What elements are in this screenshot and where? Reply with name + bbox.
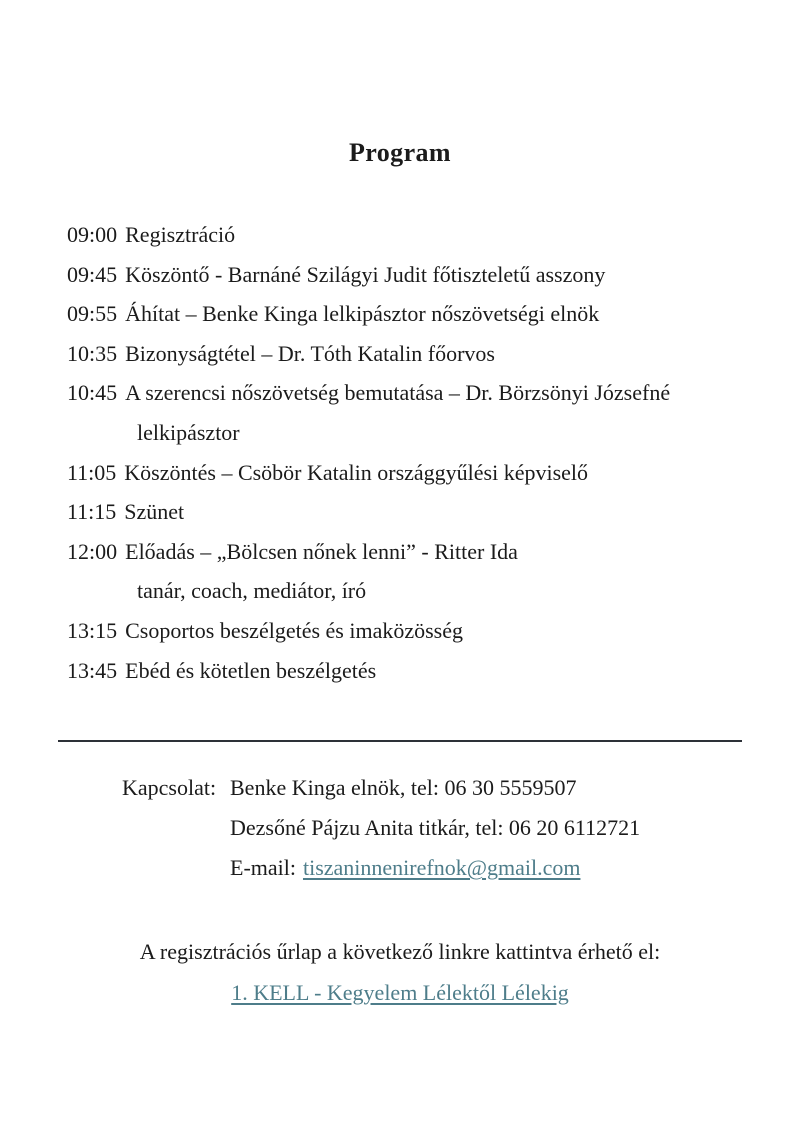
schedule-time: 13:15 — [67, 617, 118, 643]
schedule-text: Előadás – „Bölcsen nőnek lenni” - Ritter Ida — [125, 538, 518, 564]
schedule-item — [67, 294, 745, 334]
schedule-time: 11:15 — [67, 499, 117, 525]
schedule-item-continuation: tanár, coach, mediátor, író — [137, 578, 367, 604]
schedule-text: Ebéd és kötetlen beszélgetés — [125, 657, 377, 683]
schedule-text: Köszöntés – Csöbör Katalin országgyűlési képviselő — [124, 459, 589, 485]
email-link[interactable]: tiszaninnenirefnok@gmail.com — [302, 855, 581, 880]
contact-row — [122, 808, 640, 848]
schedule-item — [67, 453, 745, 493]
schedule-item — [67, 492, 745, 532]
schedule-item — [67, 215, 745, 255]
schedule-time: 12:00 — [67, 538, 118, 564]
program-schedule — [67, 215, 745, 690]
schedule-item — [67, 255, 745, 295]
schedule-item — [67, 334, 745, 374]
email-label: E-mail: — [230, 855, 296, 880]
schedule-item — [67, 611, 745, 651]
page-title: Program — [349, 138, 451, 167]
contact-row — [122, 768, 640, 808]
schedule-time: 09:45 — [67, 261, 118, 287]
schedule-item-continuation: lelkipásztor — [137, 419, 240, 445]
schedule-text: Bizonyságtétel – Dr. Tóth Katalin főorvos — [125, 340, 495, 366]
horizontal-rule — [58, 740, 742, 742]
registration-text: A regisztrációs űrlap a következő linkre kattintva érhető el: — [139, 939, 661, 964]
schedule-time: 09:00 — [67, 222, 118, 247]
schedule-text: Köszöntő - Barnáné Szilágyi Judit főtiszteletű asszony — [125, 261, 606, 287]
schedule-item — [67, 373, 745, 413]
contact-line: Dezsőné Pájzu Anita titkár, tel: 06 20 6112721 — [230, 815, 641, 840]
schedule-text: Áhítat – Benke Kinga lelkipásztor nőszövetségi elnök — [125, 301, 600, 327]
schedule-text: A szerencsi nőszövetség bemutatása – Dr. Börzsönyi Józsefné — [125, 380, 671, 406]
registration-block — [0, 932, 800, 1013]
contact-row — [122, 848, 640, 888]
registration-form-link[interactable]: 1. KELL - Kegyelem Lélektől Lélekig — [231, 979, 569, 1005]
contact-label: Kapcsolat: — [122, 775, 217, 800]
schedule-text: Csoportos beszélgetés és imaközösség — [125, 617, 463, 643]
schedule-time: 11:05 — [67, 459, 117, 485]
schedule-time: 10:45 — [67, 380, 118, 406]
contact-line: Benke Kinga elnök, tel: 06 30 5559507 — [230, 775, 577, 800]
schedule-item — [67, 532, 745, 572]
schedule-item — [67, 651, 745, 691]
schedule-time: 09:55 — [67, 301, 118, 327]
schedule-text: Regisztráció — [125, 222, 236, 247]
schedule-time: 13:45 — [67, 657, 118, 683]
contact-block — [122, 768, 640, 888]
schedule-text: Szünet — [124, 499, 185, 525]
schedule-time: 10:35 — [67, 340, 118, 366]
